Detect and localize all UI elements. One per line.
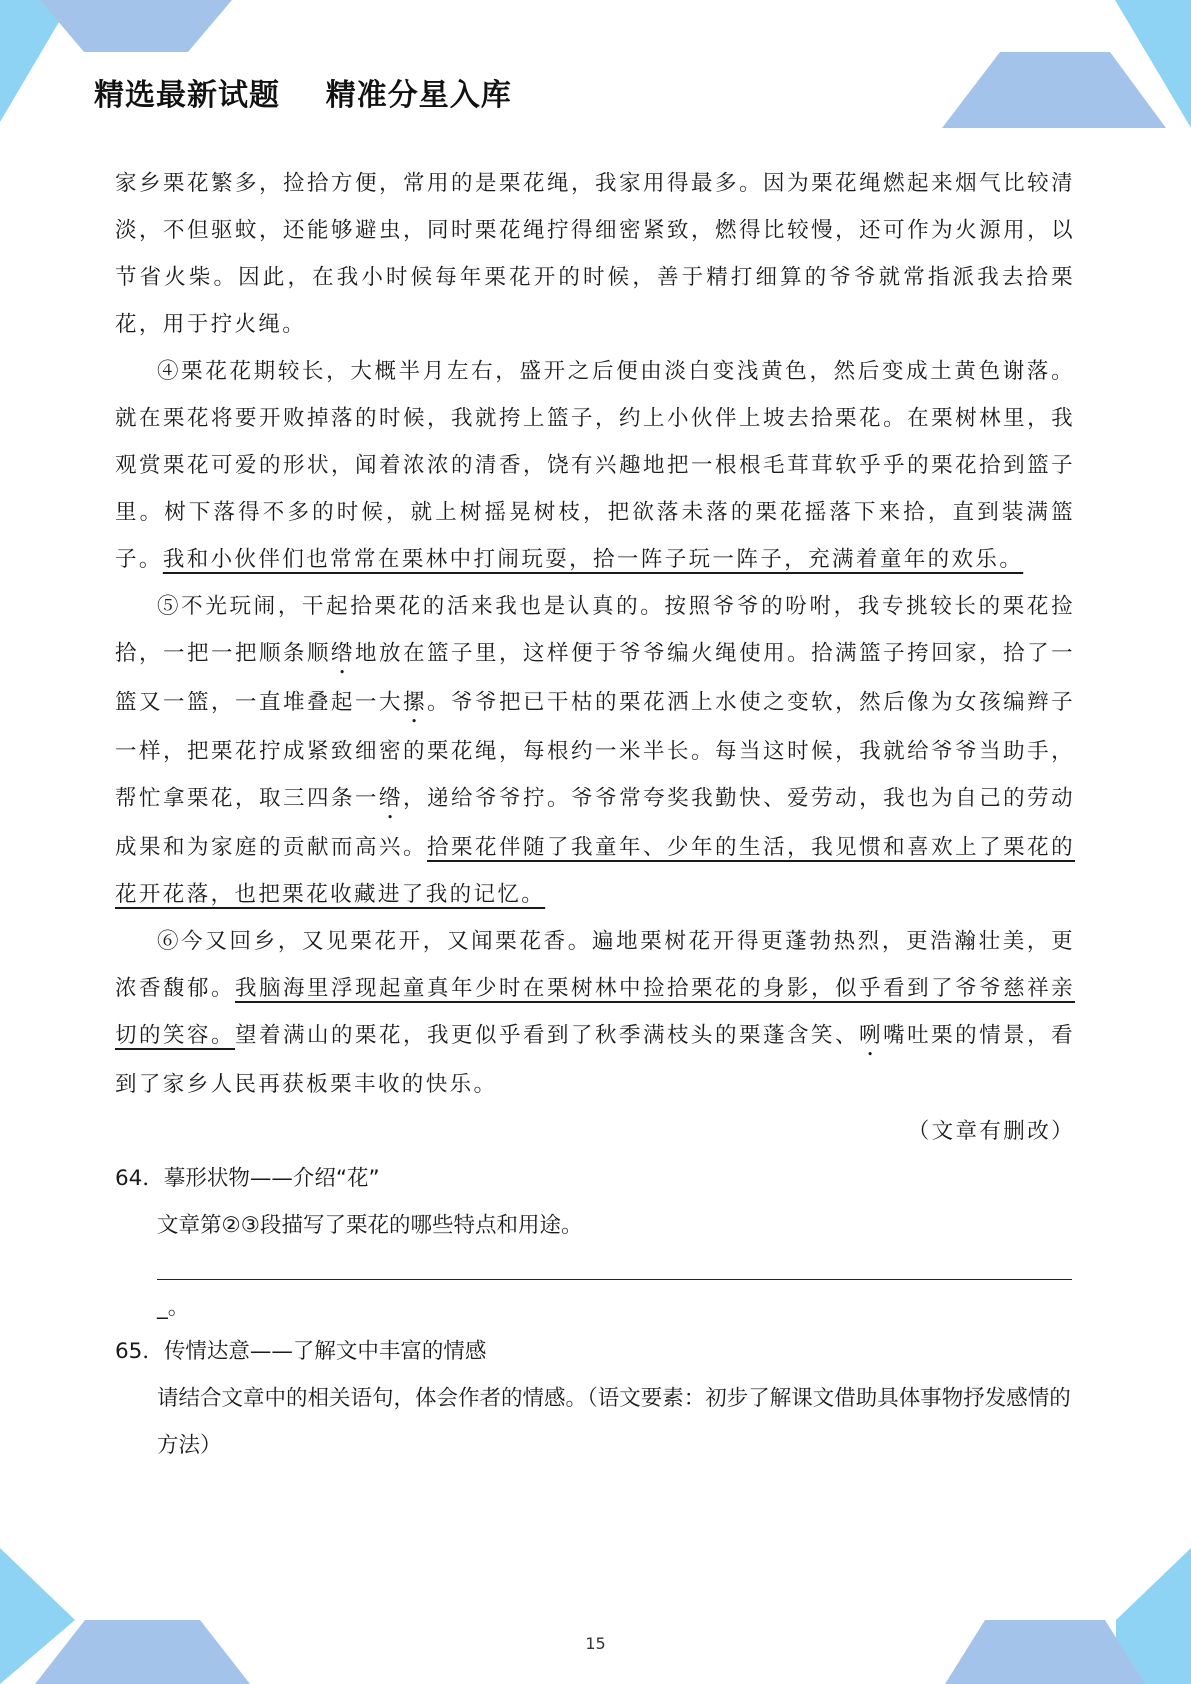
question-title: 65．传情达意——了解文中丰富的情感	[115, 1339, 487, 1364]
paragraph-5	[115, 583, 1075, 918]
page-header-title: 精选最新试题 精准分星入库	[94, 78, 512, 113]
question-64	[115, 1155, 1075, 1328]
question-prompt: 文章第②③段描写了栗花的哪些特点和用途。	[157, 1213, 583, 1238]
question-65	[115, 1328, 1075, 1469]
paragraph-5-underlined-sentence: 拾栗花伴随了我童年、少年的生活，我见惯和喜欢上了栗花的花开花落，也把栗花收藏进了我的记忆。	[115, 835, 1075, 907]
question-prompt: 请结合文章中的相关语句，体会作者的情感。（语文要素：初步了解课文借助具体事物抒发感情的方法）	[157, 1386, 1071, 1458]
paragraph-5-text-b: 地放在篮子里，这样便于爷爷编火绳使用。拾满篮子挎回家，拾了一篮又一篮，一直堆叠起一大	[115, 641, 1076, 715]
page-number: 15	[585, 1634, 606, 1653]
question-title: 64．摹形状物——介绍“花”	[115, 1166, 380, 1191]
paragraph-6-underlined-sentence: 我脑海里浮现起童真年少时在栗树林中捡拾栗花的身影，似乎看到了爷爷慈祥亲切的笑容。	[115, 976, 1075, 1048]
paragraph-5-text-a: ⑤不光玩闹，干起拾栗花的活来我也是认真的。按照爷爷的吩咐，我专挑较长的栗花捡拾，一把一把顺条顺	[115, 594, 1075, 666]
dotted-character: 咧	[859, 1023, 884, 1048]
paragraph-4-underlined-sentence: 我和小伙伴们也常常在栗林中打闹玩耍，拾一阵子玩一阵子，充满着童年的欢乐。	[162, 547, 1024, 572]
source-note: （文章有删改）	[907, 1119, 1075, 1144]
paragraph-6-text-b: 望着满山的栗花，我更似乎看到了秋季满枝头的栗蓬含笑、	[235, 1023, 860, 1048]
dotted-character: 摞	[403, 690, 428, 715]
paragraph-4	[115, 348, 1075, 583]
dotted-character: 绺	[379, 786, 404, 811]
answer-line[interactable]	[157, 1279, 1072, 1280]
paragraph-6-text-c: 嘴吐栗的情景，看到了家乡人民再获板栗丰收的快乐。	[115, 1023, 1076, 1097]
answer-line-tail: _。	[157, 1295, 190, 1320]
paragraph-5-text-c: 。爷爷把已干枯的栗花洒上水使之变软，然后像为女孩编辫子一样，把栗花拧成紧致细密的栗花绳，每根约一米半长。每当这时候，我就给爷爷当助手，帮忙拿栗花，取三四条一	[115, 690, 1075, 811]
paragraph-4-text: ④栗花花期较长，大概半月左右，盛开之后便由淡白变浅黄色，然后变成土黄色谢落。就在栗花将要开败掉落的时候，我就挎上篮子，约上小伙伴上坡去拾栗花。在栗树林里，我观赏栗花可爱的形状，闻着浓浓的清香，饶有兴趣地把一根根毛茸茸软乎乎的栗花拾到篮子里。树下落得不多的时候，就上树摇晃树枝，把欲落未落的栗花摇落下来拾，直到装满篮子。	[115, 359, 1075, 572]
paragraph-6	[115, 918, 1075, 1108]
paragraph-3-continued: 家乡栗花繁多，捡拾方便，常用的是栗花绳，我家用得最多。因为栗花绳燃起来烟气比较清淡，不但驱蚊，还能够避虫，同时栗花绳拧得细密紧致，燃得比较慢，还可作为火源用，以节省火柴。因此，在我小时候每年栗花开的时候，善于精打细算的爷爷就常指派我去拾栗花，用于拧火绳。	[115, 171, 1075, 337]
passage-body	[115, 160, 1075, 1469]
paragraph-5-text-d: ，递给爷爷拧。爷爷常夸奖我勤快、爱劳动，我也为自己的劳动成果和为家庭的贡献而高兴。	[115, 786, 1076, 860]
dotted-character: 绺	[331, 641, 356, 666]
paragraph-6-text-a: ⑥今又回乡，又见栗花开，又闻栗花香。遍地栗树花开得更蓬勃热烈，更浩瀚壮美，更浓香馥郁。	[115, 929, 1075, 1001]
